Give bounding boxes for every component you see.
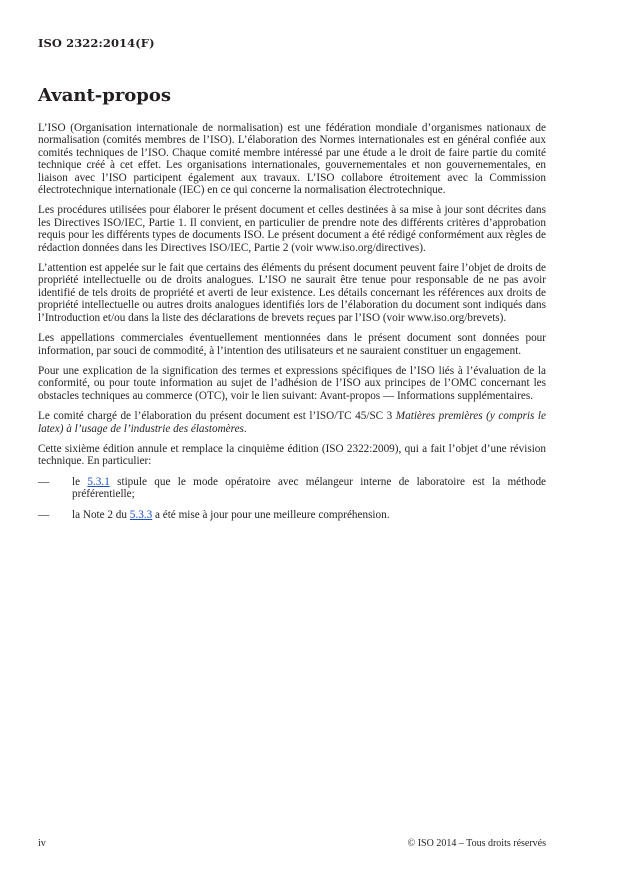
paragraph-patent-rights: L’attention est appelée sur le fait que certains des éléments du présent document peuvent faire l’objet de droits de propriété intellectuelle ou de droits analogues. L’ISO ne saurait être tenue pour responsable de ne pas avoir identifié de tels droits de propriété et averti de leur existence. Les détails concernant les références aux droits de propriété intellectuelle ou autres droits analogues identifiés lors de l’élaboration du document sont indiqués dans l’Introduction et/ou dans la liste des déclarations de brevets reçues par l’ISO (voir www.iso.org/brevets). xyxy=(38,262,546,324)
page-title: Avant-propos xyxy=(38,85,172,106)
list-item-prefix: le xyxy=(72,475,88,488)
clause-link-5-3-3[interactable]: 5.3.3 xyxy=(129,508,153,521)
paragraph-trade-names: Les appellations commerciales éventuellement mentionnées dans le présent document sont données pour information, par souci de commodité, à l’intention des utilisateurs et ne sauraient constituer un engagement. xyxy=(38,332,546,357)
list-item-suffix: a été mise à jour pour une meilleure compréhension. xyxy=(152,508,390,521)
paragraph-committee xyxy=(38,410,546,435)
list-dash: — xyxy=(38,508,50,521)
list-item-suffix: stipule que le mode opératoire avec mélangeur interne de laboratoire est la méthode préférentielle; xyxy=(72,475,547,501)
list-item-text xyxy=(72,476,546,501)
paragraph-edition: Cette sixième édition annule et remplace la cinquième édition (ISO 2322:2009), qui a fait l’objet d’une révision technique. En particulier: xyxy=(38,442,546,468)
list-item-prefix: la Note 2 du xyxy=(72,508,130,521)
committee-title: Matières premières (y compris le latex) à l’usage de l’industrie des élastomères xyxy=(38,410,546,435)
paragraph-procedures: Les procédures utilisées pour élaborer le présent document et celles destinées à sa mise à jour sont décrites dans les Directives ISO/IEC, Partie 1. Il convient, en particulier de prendre note des différents critères d’approbation requis pour les différents types de documents ISO. Le présent document a été rédigé conformément aux règles de rédaction données dans les Directives ISO/IEC, Partie 2 (voir www.iso.org/directives). xyxy=(38,204,546,254)
list-item xyxy=(38,476,546,501)
copyright-notice: © ISO 2014 – Tous droits réservés xyxy=(407,838,546,849)
list-dash: — xyxy=(38,475,50,488)
list-item-text xyxy=(72,509,546,521)
paragraph-conformity: Pour une explication de la signification des termes et expressions spécifiques de l’ISO liés à l’évaluation de la conformité, ou pour toute information au sujet de l’adhésion de l’ISO aux principes de l’OMC concernant les obstacles techniques au commerce (OTC), voir le lien suivant: Avant-propos — Informations supplémentaires. xyxy=(38,364,546,402)
clause-link-5-3-1[interactable]: 5.3.1 xyxy=(87,475,110,488)
page-number: iv xyxy=(38,838,46,849)
paragraph-iso-organisation: L’ISO (Organisation internationale de normalisation) est une fédération mondiale d’organismes nationaux de normalisation (comités membres de l’ISO). L’élaboration des Normes internationales est en général confiée aux comités techniques de l’ISO. Chaque comité membre intéressé par une étude a le droit de faire partie du comité technique créé à cet effet. Les organisations internationales, gouvernementales et non gouvernementales, en liaison avec l’ISO participent également aux travaux. L’ISO collabore étroitement avec la Commission électrotechnique internationale (IEC) en ce qui concerne la normalisation électrotechnique. xyxy=(38,122,546,197)
foreword-body xyxy=(38,122,546,529)
list-item xyxy=(38,509,546,521)
committee-text: Le comité chargé de l’élaboration du présent document est l’ISO/TC 45/SC 3 xyxy=(38,410,396,423)
document-identifier: ISO 2322:2014(F) xyxy=(38,36,155,50)
committee-period: . xyxy=(243,422,247,435)
